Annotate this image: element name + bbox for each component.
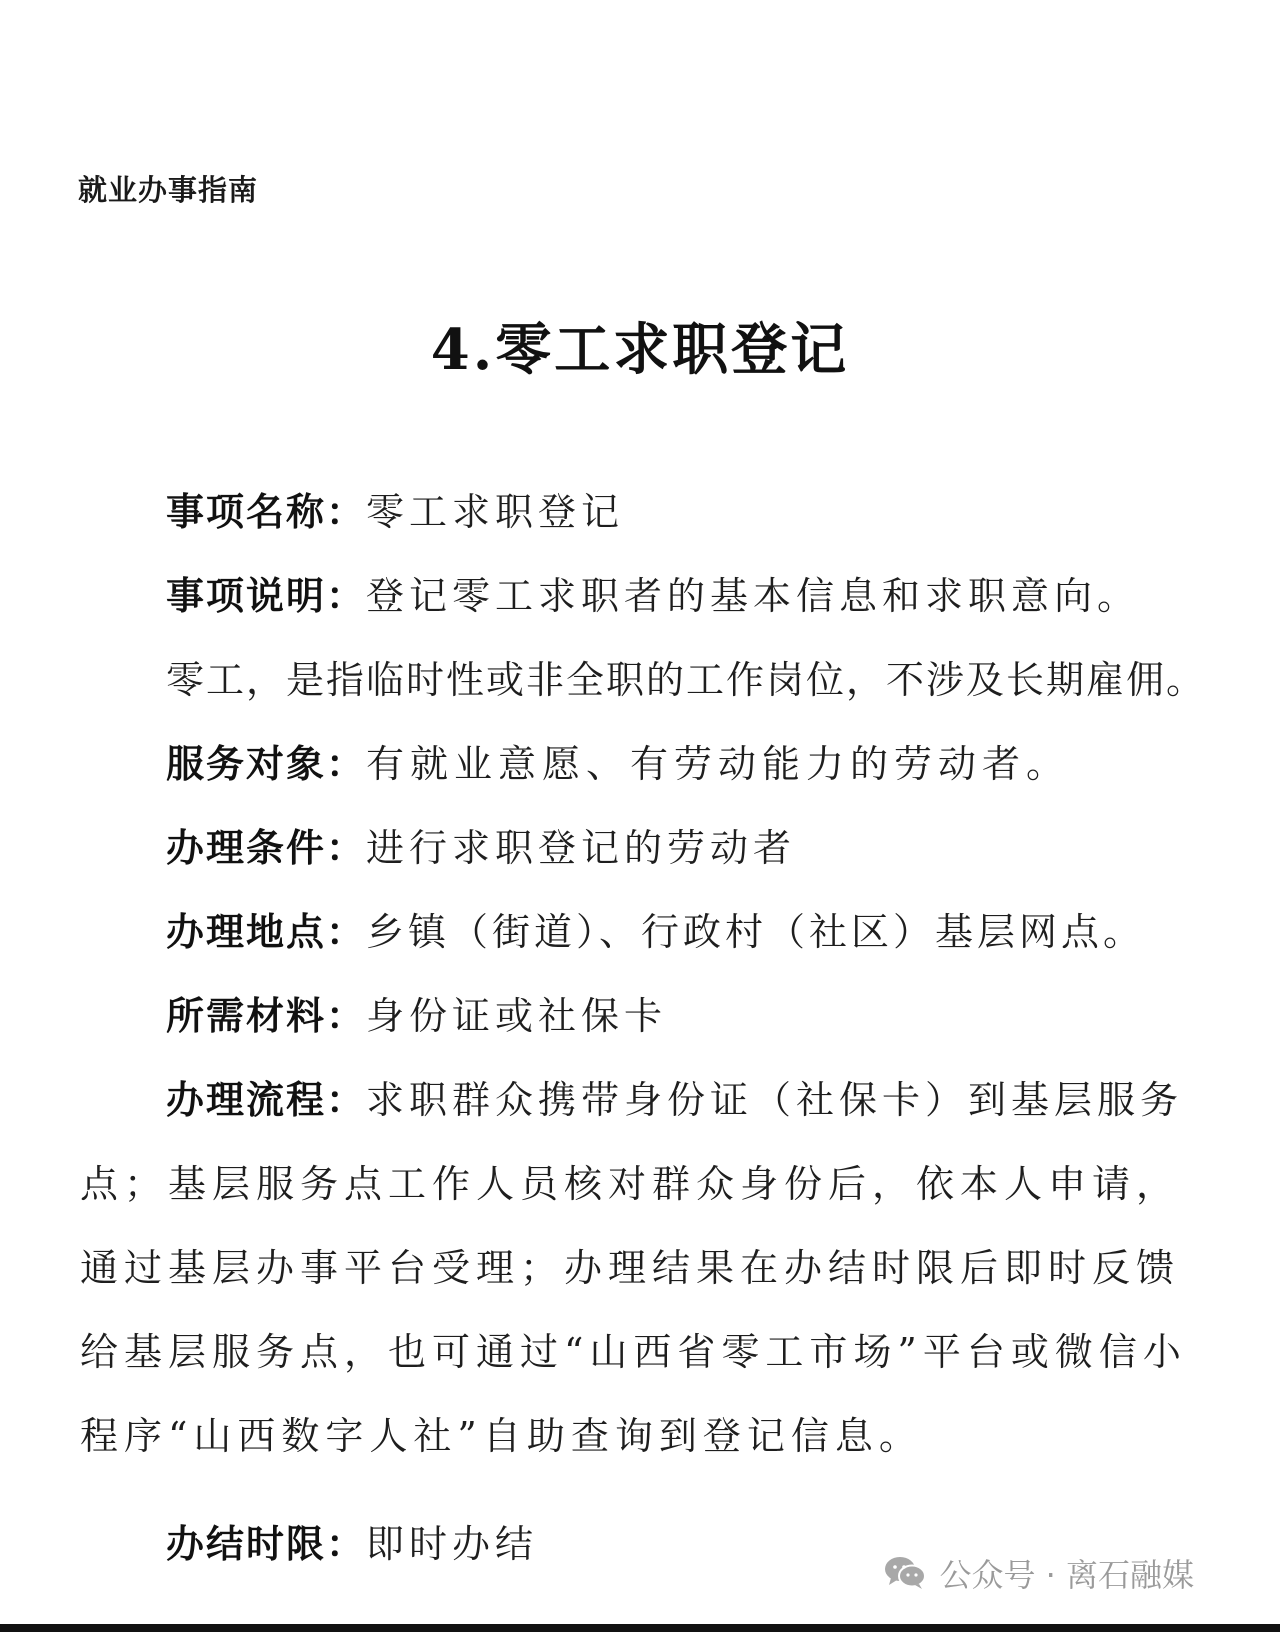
item-description <box>80 554 1210 638</box>
bottom-border <box>0 1624 1280 1632</box>
item-name-label: 事项名称： <box>166 490 367 534</box>
item-description-value: 登记零工求职者的基本信息和求职意向。 <box>366 574 1141 618</box>
item-time-limit-value: 即时办结 <box>366 1522 539 1566</box>
item-target <box>80 722 1210 806</box>
item-materials-label: 所需材料： <box>166 994 367 1038</box>
item-materials-value: 身份证或社保卡 <box>366 994 668 1038</box>
item-location <box>80 890 1210 974</box>
item-location-value: 乡镇（街道）、行政村（社区）基层网点。 <box>366 910 1146 954</box>
watermark <box>883 1550 1194 1596</box>
item-description-continuation-text: 零工，是指临时性或非全职的工作岗位，不涉及长期雇佣。 <box>166 658 1207 702</box>
item-name-value: 零工求职登记 <box>366 490 625 534</box>
item-conditions-label: 办理条件： <box>166 826 367 870</box>
watermark-text: 公众号 · 离石融媒 <box>939 1556 1194 1594</box>
item-time-limit-label: 办结时限： <box>166 1522 367 1566</box>
page-title: 4.零工求职登记 <box>430 317 850 383</box>
item-location-label: 办理地点： <box>166 910 367 954</box>
item-process-value: 求职群众携带身份证（社保卡）到基层服务 <box>366 1078 1184 1122</box>
document-body <box>80 470 1210 1586</box>
item-target-value: 有就业意愿、有劳动能力的劳动者。 <box>366 742 1071 786</box>
item-process-continuation-text: 点；基层服务点工作人员核对群众身份后，依本人申请，通过基层办事平台受理；办理结果在办结时限后即时反馈给基层服务点，也可通过“山西省零工市场”平台或微信小程序“山西数字人社”自助查询到登记信息。 <box>80 1162 1187 1458</box>
item-description-continuation <box>80 638 1210 722</box>
item-process <box>80 1058 1210 1142</box>
spacer <box>80 1478 1210 1502</box>
item-conditions <box>80 806 1210 890</box>
section-header: 就业办事指南 <box>78 173 259 207</box>
item-conditions-value: 进行求职登记的劳动者 <box>366 826 797 870</box>
item-materials <box>80 974 1210 1058</box>
wechat-icon <box>883 1555 927 1591</box>
item-process-continuation <box>80 1142 1210 1478</box>
item-description-label: 事项说明： <box>166 574 367 618</box>
item-name <box>80 470 1210 554</box>
item-process-label: 办理流程： <box>166 1078 367 1122</box>
item-target-label: 服务对象： <box>166 742 367 786</box>
